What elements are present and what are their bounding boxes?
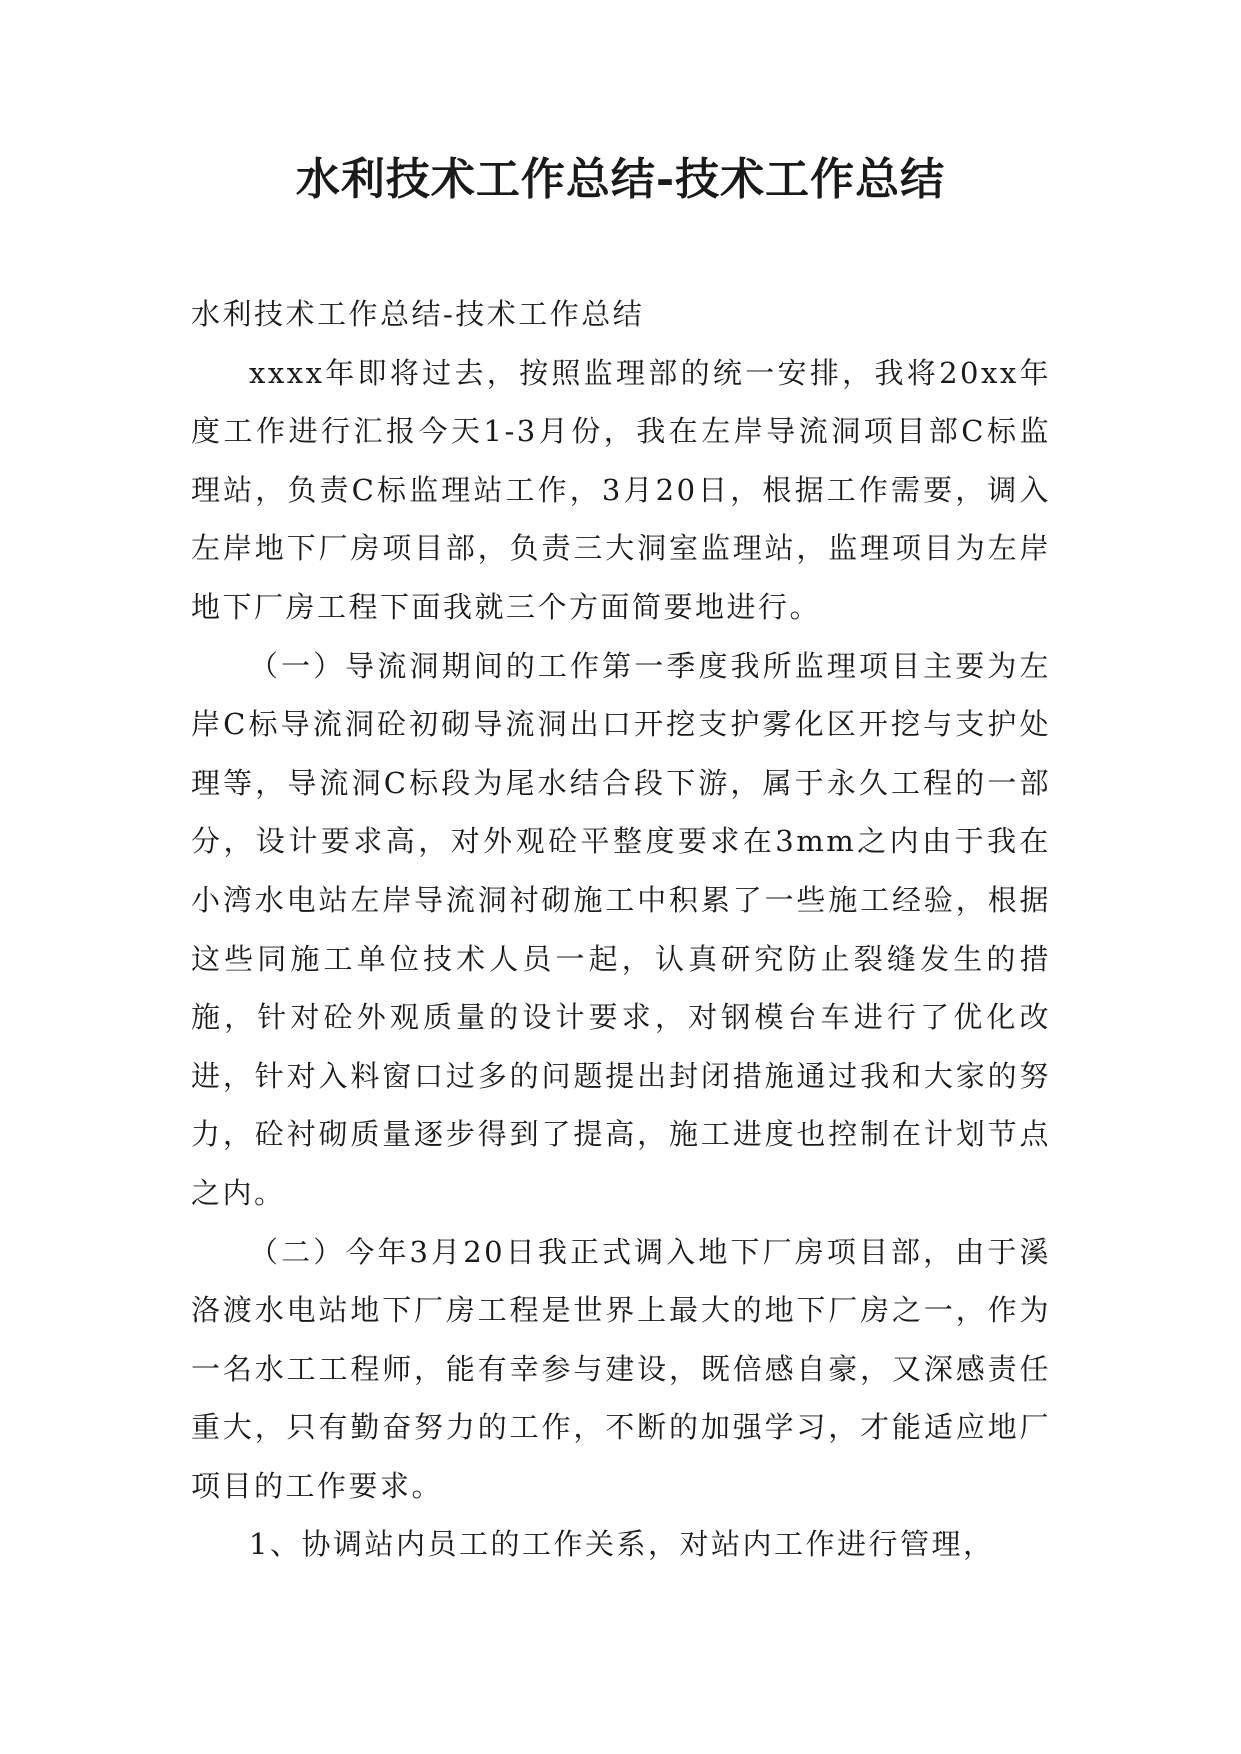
document-subtitle: 水利技术工作总结-技术工作总结 xyxy=(191,297,645,331)
paragraph-intro: xxxx年即将过去，按照监理部的统一安排，我将20xx年度工作进行汇报今天1-3月份，我在左岸导流洞项目部C标监理站，负责C标监理站工作，3月20日，根据工作需要，调入左岸地下厂房项目部，负责三大洞室监理站，监理项目为左岸地下厂房工程下面我就三个方面简要地进行。 xyxy=(191,355,1051,624)
paragraph-section-1: （一）导流洞期间的工作第一季度我所监理项目主要为左岸C标导流洞砼初砌导流洞出口开挖支护雾化区开挖与支护处理等，导流洞C标段为尾水结合段下游，属于永久工程的一部分，设计要求高，对外观砼平整度要求在3mm之内由于我在小湾水电站左岸导流洞衬砌施工中积累了一些施工经验，根据这些同施工单位技术人员一起，认真研究防止裂缝发生的措施，针对砼外观质量的设计要求，对钢模台车进行了优化改进，针对入料窗口过多的问题提出封闭措施通过我和大家的努力，砼衬砌质量逐步得到了提高，施工进度也控制在计划节点之内。 xyxy=(191,648,1051,1210)
paragraph-section-2: （二）今年3月20日我正式调入地下厂房项目部，由于溪洛渡水电站地下厂房工程是世界上最大的地下厂房之一，作为一名水工工程师，能有幸参与建设，既倍感自豪，又深感责任重大，只有勤奋努力的工作，不断的加强学习，才能适应地厂项目的工作要求。 xyxy=(191,1234,1051,1503)
paragraph-item-1: 1、协调站内员工的工作关系，对站内工作进行管理， xyxy=(249,1527,995,1562)
document-body xyxy=(191,285,1051,1574)
document-title: 水利技术工作总结-技术工作总结 xyxy=(295,154,946,205)
